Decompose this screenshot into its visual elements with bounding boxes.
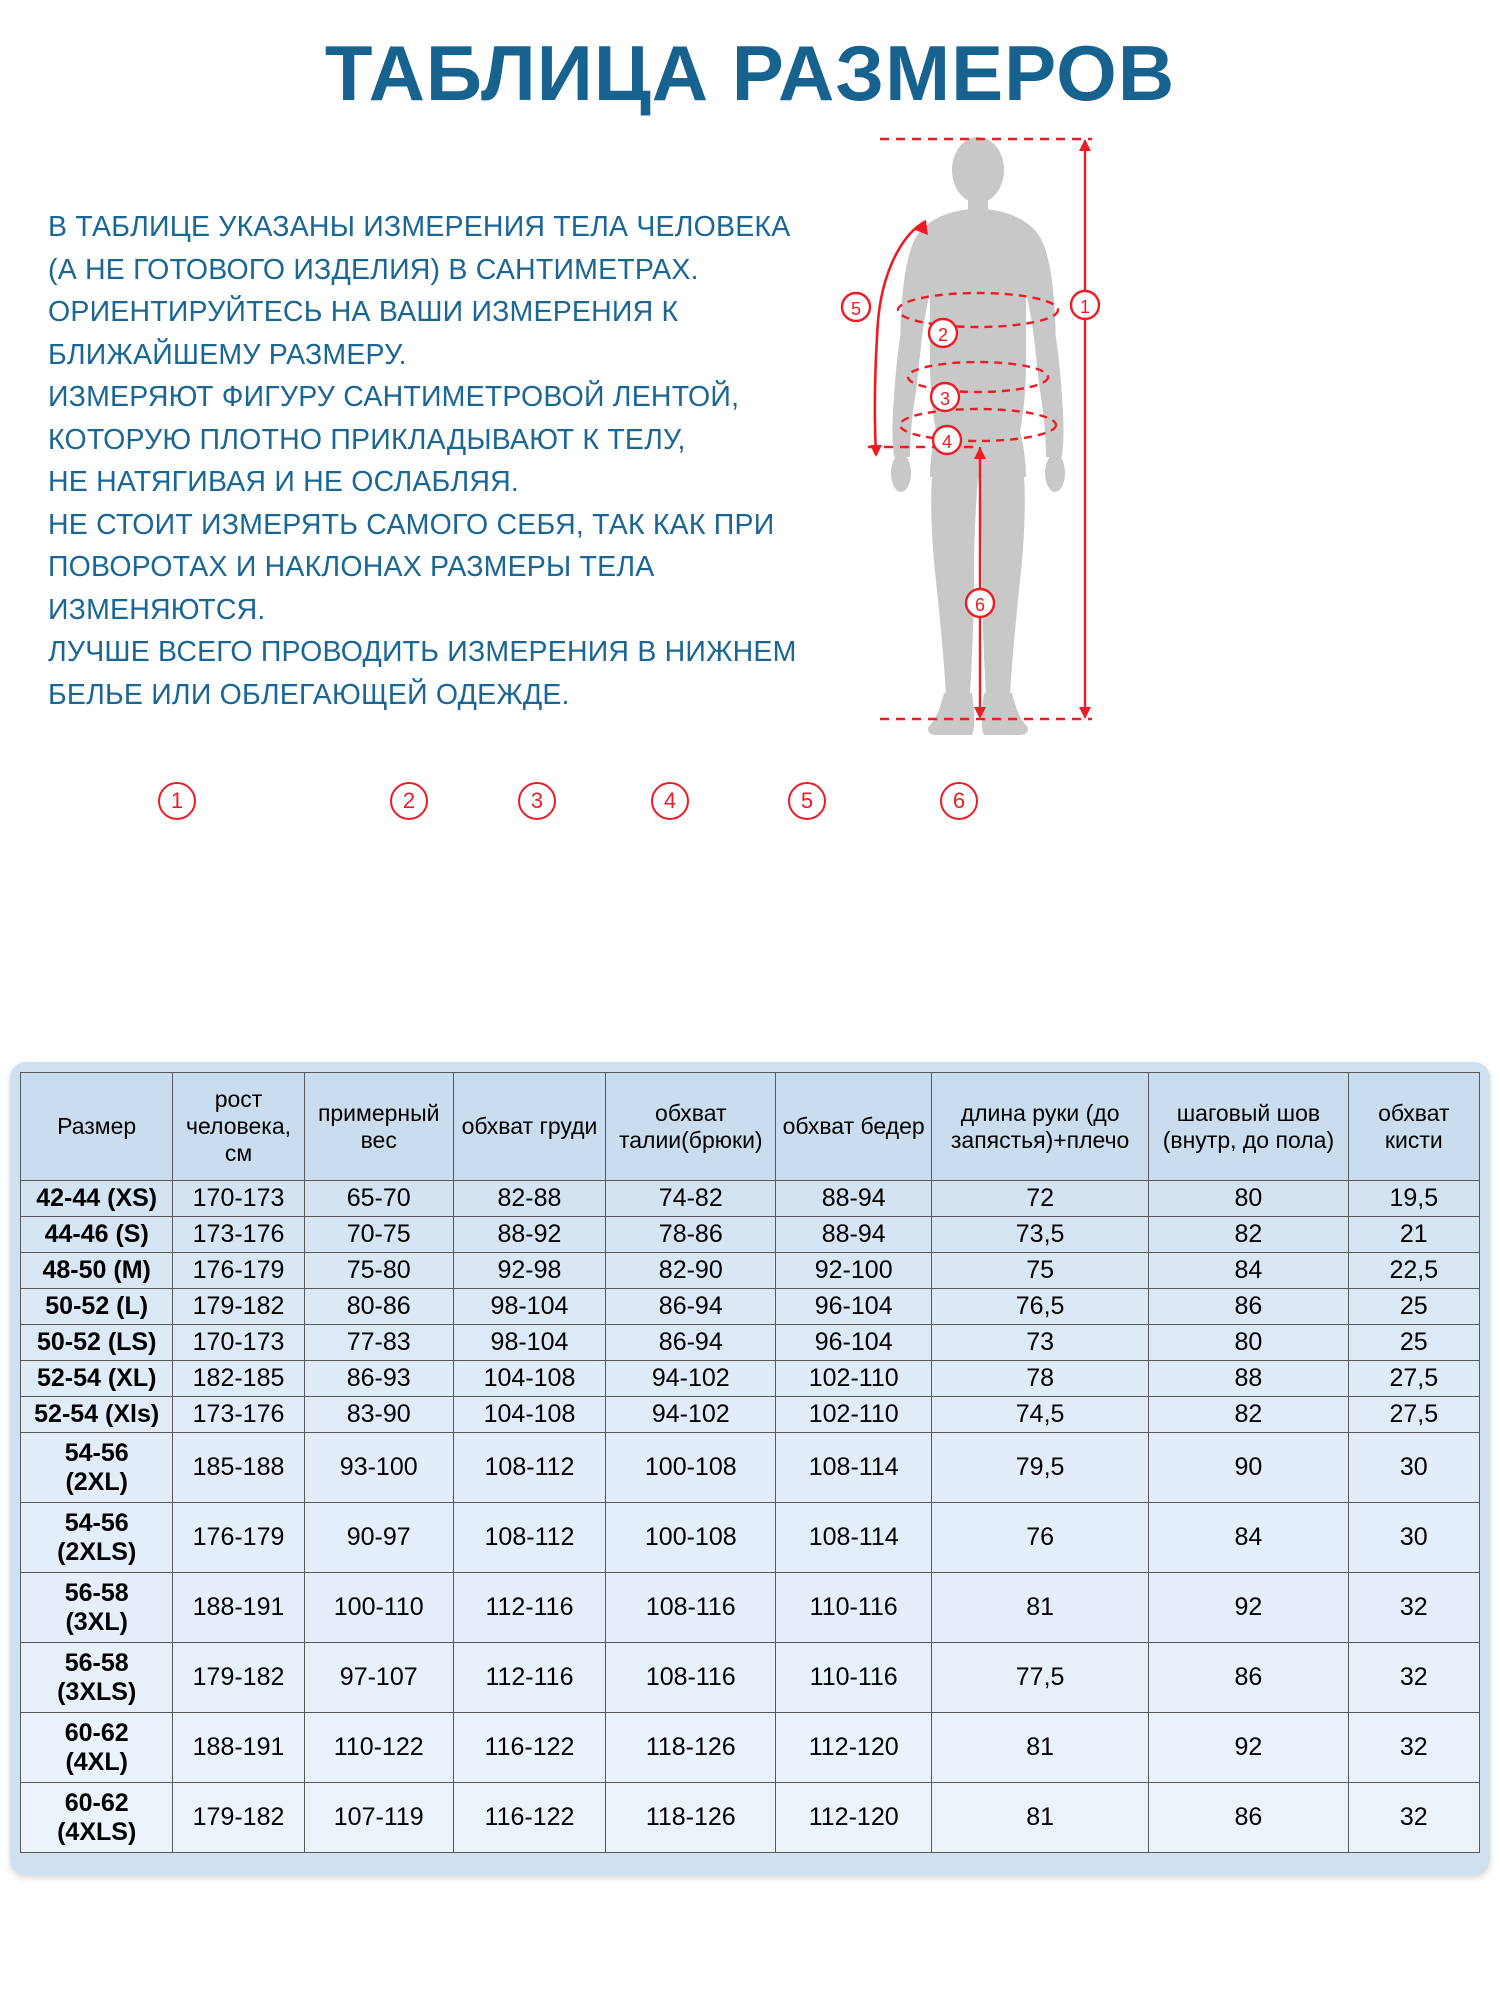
intro-line-6: КОТОРУЮ ПЛОТНО ПРИКЛАДЫВАЮТ К ТЕЛУ, (48, 423, 686, 456)
table-header-cell-2: рост человека, см (173, 1073, 304, 1181)
table-cell: 84 (1149, 1253, 1348, 1289)
table-cell-size: 42-44 (XS) (21, 1181, 173, 1217)
table-row (21, 1643, 1480, 1713)
table-cell-size: 50-52 (LS) (21, 1325, 173, 1361)
table-cell: 118-126 (606, 1783, 776, 1853)
table-cell: 30 (1348, 1503, 1479, 1573)
column-badge-6: 6 (940, 782, 978, 820)
table-cell: 72 (932, 1181, 1149, 1217)
table-cell: 32 (1348, 1783, 1479, 1853)
table-cell: 86-93 (304, 1361, 453, 1397)
column-badge-4: 4 (651, 782, 689, 820)
table-cell: 188-191 (173, 1713, 304, 1783)
table-cell: 188-191 (173, 1573, 304, 1643)
table-cell: 88-94 (776, 1217, 932, 1253)
table-cell: 25 (1348, 1325, 1479, 1361)
intro-paragraph (48, 206, 838, 716)
table-cell: 92-100 (776, 1253, 932, 1289)
table-row (21, 1783, 1480, 1853)
table-cell: 27,5 (1348, 1397, 1479, 1433)
table-cell: 22,5 (1348, 1253, 1479, 1289)
table-cell: 176-179 (173, 1503, 304, 1573)
table-row (21, 1289, 1480, 1325)
table-body (21, 1181, 1480, 1853)
table-cell: 86-94 (606, 1325, 776, 1361)
table-row (21, 1397, 1480, 1433)
table-cell: 81 (932, 1573, 1149, 1643)
table-cell: 98-104 (453, 1325, 605, 1361)
table-cell: 74-82 (606, 1181, 776, 1217)
intro-line-5: ИЗМЕРЯЮТ ФИГУРУ САНТИМЕТРОВОЙ ЛЕНТОЙ, (48, 381, 740, 413)
table-cell: 21 (1348, 1217, 1479, 1253)
table-cell-size: 54-56 (2XLS) (21, 1503, 173, 1573)
table-header-cell-8: шаговый шов (внутр, до пола) (1149, 1073, 1348, 1181)
table-cell: 108-116 (606, 1573, 776, 1643)
table-cell: 110-116 (776, 1573, 932, 1643)
intro-line-9: ПОВОРОТАХ И НАКЛОНАХ РАЗМЕРЫ ТЕЛА (48, 551, 655, 583)
table-cell: 90-97 (304, 1503, 453, 1573)
table-cell: 75-80 (304, 1253, 453, 1289)
table-row (21, 1713, 1480, 1783)
table-cell: 88-94 (776, 1181, 932, 1217)
table-cell: 104-108 (453, 1397, 605, 1433)
intro-line-8: НЕ СТОИТ ИЗМЕРЯТЬ САМОГО СЕБЯ, ТАК КАК ПРИ (48, 508, 775, 541)
intro-line-1: В ТАБЛИЦЕ УКАЗАНЫ ИЗМЕРЕНИЯ ТЕЛА ЧЕЛОВЕКА (48, 211, 791, 243)
table-cell: 92-98 (453, 1253, 605, 1289)
table-cell-size: 60-62 (4XLS) (21, 1783, 173, 1853)
table-cell: 179-182 (173, 1289, 304, 1325)
table-header-cell-5: обхват талии(брюки) (606, 1073, 776, 1181)
table-cell: 76,5 (932, 1289, 1149, 1325)
table-cell: 70-75 (304, 1217, 453, 1253)
table-cell: 112-120 (776, 1713, 932, 1783)
intro-line-7: НЕ НАТЯГИВАЯ И НЕ ОСЛАБЛЯЯ. (48, 466, 520, 498)
intro-line-2: (А НЕ ГОТОВОГО ИЗДЕЛИЯ) В САНТИМЕТРАХ. (48, 253, 699, 286)
table-cell: 112-116 (453, 1643, 605, 1713)
table-cell: 83-90 (304, 1397, 453, 1433)
table-cell-size: 52-54 (Xls) (21, 1397, 173, 1433)
table-cell: 74,5 (932, 1397, 1149, 1433)
table-header-cell-4: обхват груди (453, 1073, 605, 1181)
svg-text:4: 4 (941, 432, 953, 452)
table-cell: 80-86 (304, 1289, 453, 1325)
table-cell: 102-110 (776, 1361, 932, 1397)
table-cell-size: 48-50 (M) (21, 1253, 173, 1289)
table-cell: 80 (1149, 1181, 1348, 1217)
figure-callout-3 (931, 383, 959, 411)
intro-line-12: БЕЛЬЕ ИЛИ ОБЛЕГАЮЩЕЙ ОДЕЖДЕ. (48, 678, 570, 711)
table-cell: 25 (1348, 1289, 1479, 1325)
table-cell: 86-94 (606, 1289, 776, 1325)
svg-text:6: 6 (974, 595, 986, 615)
table-cell: 82 (1149, 1397, 1348, 1433)
table-cell: 76 (932, 1503, 1149, 1573)
table-cell-size: 56-58 (3XL) (21, 1573, 173, 1643)
table-cell: 100-108 (606, 1433, 776, 1503)
table-row (21, 1573, 1480, 1643)
column-callout-badges (0, 782, 1500, 832)
table-cell: 84 (1149, 1503, 1348, 1573)
table-header-cell-3: примерный вес (304, 1073, 453, 1181)
table-cell: 110-116 (776, 1643, 932, 1713)
table-cell: 82-90 (606, 1253, 776, 1289)
figure-callout-4 (933, 426, 961, 454)
table-cell: 30 (1348, 1433, 1479, 1503)
table-row (21, 1217, 1480, 1253)
table-cell: 112-116 (453, 1573, 605, 1643)
svg-text:1: 1 (1079, 297, 1091, 317)
table-header-cell-1: Размер (21, 1073, 173, 1181)
figure-callout-1 (1071, 291, 1099, 319)
table-cell: 65-70 (304, 1181, 453, 1217)
table-cell: 81 (932, 1783, 1149, 1853)
table-cell: 104-108 (453, 1361, 605, 1397)
table-cell-size: 52-54 (XL) (21, 1361, 173, 1397)
table-cell: 108-112 (453, 1503, 605, 1573)
table-cell-size: 56-58 (3XLS) (21, 1643, 173, 1713)
table-cell-size: 60-62 (4XL) (21, 1713, 173, 1783)
table-row (21, 1433, 1480, 1503)
table-row (21, 1503, 1480, 1573)
table-cell: 110-122 (304, 1713, 453, 1783)
figure-callout-5 (842, 293, 870, 321)
table-cell: 92 (1149, 1573, 1348, 1643)
table-cell: 94-102 (606, 1397, 776, 1433)
table-cell: 173-176 (173, 1397, 304, 1433)
table-cell: 102-110 (776, 1397, 932, 1433)
svg-text:2: 2 (937, 325, 949, 345)
table-cell: 185-188 (173, 1433, 304, 1503)
figure-callout-2 (929, 319, 957, 347)
size-table (20, 1072, 1480, 1853)
table-cell: 19,5 (1348, 1181, 1479, 1217)
table-cell-size: 50-52 (L) (21, 1289, 173, 1325)
column-badge-1: 1 (158, 782, 196, 820)
table-row (21, 1253, 1480, 1289)
table-cell: 81 (932, 1713, 1149, 1783)
table-cell: 97-107 (304, 1643, 453, 1713)
table-cell: 100-108 (606, 1503, 776, 1573)
table-cell: 98-104 (453, 1289, 605, 1325)
table-cell: 112-120 (776, 1783, 932, 1853)
table-cell: 88-92 (453, 1217, 605, 1253)
table-cell: 173-176 (173, 1217, 304, 1253)
page-title: ТАБЛИЦА РАЗМЕРОВ (324, 29, 1176, 117)
table-cell: 77-83 (304, 1325, 453, 1361)
figure-callout-6 (966, 589, 994, 617)
table-cell: 93-100 (304, 1433, 453, 1503)
intro-line-11: ЛУЧШЕ ВСЕГО ПРОВОДИТЬ ИЗМЕРЕНИЯ В НИЖНЕМ (48, 636, 797, 668)
table-cell: 86 (1149, 1643, 1348, 1713)
table-cell: 32 (1348, 1573, 1479, 1643)
table-cell: 100-110 (304, 1573, 453, 1643)
table-cell: 90 (1149, 1433, 1348, 1503)
table-cell: 77,5 (932, 1643, 1149, 1713)
table-cell: 116-122 (453, 1713, 605, 1783)
table-cell: 78-86 (606, 1217, 776, 1253)
table-cell: 86 (1149, 1289, 1348, 1325)
table-row (21, 1325, 1480, 1361)
table-cell: 96-104 (776, 1325, 932, 1361)
table-cell: 170-173 (173, 1181, 304, 1217)
table-row (21, 1361, 1480, 1397)
table-cell: 96-104 (776, 1289, 932, 1325)
table-cell: 182-185 (173, 1361, 304, 1397)
intro-line-3: ОРИЕНТИРУЙТЕСЬ НА ВАШИ ИЗМЕРЕНИЯ К (48, 296, 679, 328)
table-header-cell-7: длина руки (до запястья)+плечо (932, 1073, 1149, 1181)
table-cell: 108-112 (453, 1433, 605, 1503)
table-cell-size: 54-56 (2XL) (21, 1433, 173, 1503)
table-cell: 32 (1348, 1713, 1479, 1783)
table-cell: 27,5 (1348, 1361, 1479, 1397)
table-cell: 75 (932, 1253, 1149, 1289)
table-header-row (21, 1073, 1480, 1181)
table-cell: 108-114 (776, 1503, 932, 1573)
table-cell-size: 44-46 (S) (21, 1217, 173, 1253)
table-cell: 92 (1149, 1713, 1348, 1783)
table-cell: 176-179 (173, 1253, 304, 1289)
table-cell: 179-182 (173, 1643, 304, 1713)
table-cell: 80 (1149, 1325, 1348, 1361)
table-cell: 88 (1149, 1361, 1348, 1397)
size-table-panel (10, 1062, 1490, 1875)
table-cell: 116-122 (453, 1783, 605, 1853)
table-cell: 86 (1149, 1783, 1348, 1853)
table-cell: 82 (1149, 1217, 1348, 1253)
table-cell: 118-126 (606, 1713, 776, 1783)
intro-line-4: БЛИЖАЙШЕМУ РАЗМЕРУ. (48, 338, 407, 371)
svg-text:5: 5 (850, 299, 862, 319)
table-row (21, 1181, 1480, 1217)
table-cell: 73 (932, 1325, 1149, 1361)
table-cell: 108-114 (776, 1433, 932, 1503)
column-badge-2: 2 (390, 782, 428, 820)
table-cell: 82-88 (453, 1181, 605, 1217)
table-cell: 79,5 (932, 1433, 1149, 1503)
svg-text:3: 3 (939, 389, 951, 409)
table-cell: 32 (1348, 1643, 1479, 1713)
column-badge-5: 5 (788, 782, 826, 820)
table-cell: 170-173 (173, 1325, 304, 1361)
table-cell: 78 (932, 1361, 1149, 1397)
table-header-cell-9: обхват кисти (1348, 1073, 1479, 1181)
table-cell: 73,5 (932, 1217, 1149, 1253)
table-cell: 179-182 (173, 1783, 304, 1853)
measurement-figure (830, 125, 1470, 775)
table-header-cell-6: обхват бедер (776, 1073, 932, 1181)
intro-line-10: ИЗМЕНЯЮТСЯ. (48, 593, 266, 626)
table-cell: 108-116 (606, 1643, 776, 1713)
table-cell: 107-119 (304, 1783, 453, 1853)
table-cell: 94-102 (606, 1361, 776, 1397)
column-badge-3: 3 (518, 782, 556, 820)
